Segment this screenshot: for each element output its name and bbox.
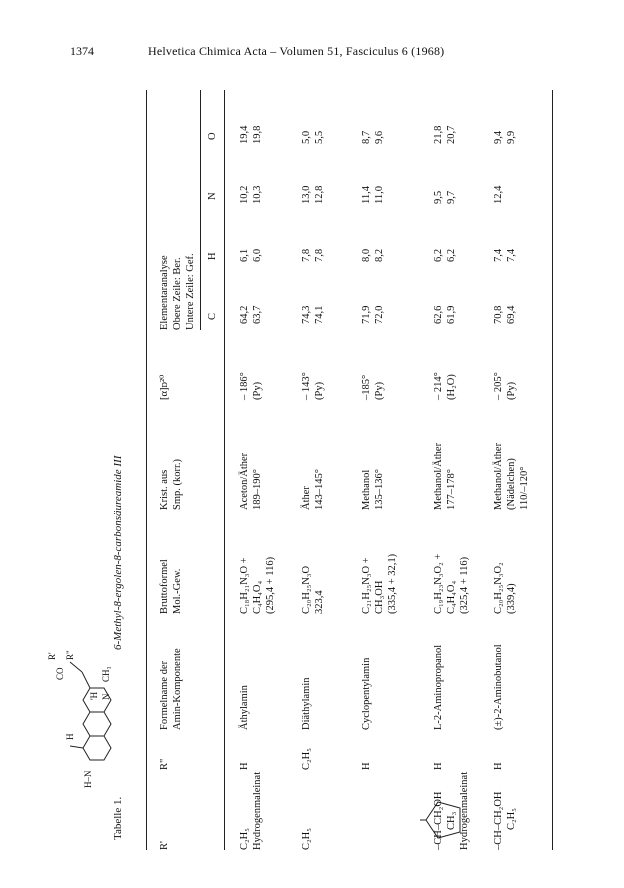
row-elem-h: 7,8 <box>314 248 325 262</box>
row-solvent: (Py) <box>314 381 325 400</box>
col-elem-2: Obere Zeile: Ber. <box>172 257 183 330</box>
struct-r1: R' <box>47 652 57 660</box>
row-elem-h: 7,8 <box>301 248 312 262</box>
row-elem-o: 19,8 <box>252 125 263 144</box>
row-formula2: C₄H₄O₄ <box>252 580 263 614</box>
row-elem-n: 10,3 <box>252 185 263 204</box>
row-solvent: (H₂O) <box>446 374 457 400</box>
rotated-table <box>47 70 560 850</box>
row-amine: L-2-Aminopropanol <box>433 644 444 730</box>
row-mw: 323,4 <box>314 590 325 614</box>
row-alpha: – 143° <box>301 372 312 400</box>
row-elem-c: 61,9 <box>446 305 457 324</box>
col-r2: R" <box>159 758 170 770</box>
row-r1: C₂H₅ <box>301 828 312 850</box>
row-smp2: 110/–120° <box>519 466 530 510</box>
col-krist-2: Smp. (korr.) <box>172 458 183 510</box>
row-elem-n: 9,7 <box>446 190 457 204</box>
col-n: N <box>207 192 218 200</box>
row-r1-note: Hydrogenmaleinat <box>459 771 470 850</box>
row-formula: C₂₀H₂₅N₃O <box>301 565 312 614</box>
row-elem-o: 21,8 <box>433 125 444 144</box>
row-formula2: C₄H₄O₄ <box>446 580 457 614</box>
row-formula: C₁₈H₂₁N₃O + <box>239 557 250 614</box>
row-elem-o: 9,4 <box>493 130 504 144</box>
row-r1: –CH–CH₂OH <box>433 791 444 850</box>
row-solvent: (Py) <box>506 381 517 400</box>
row-elem-h: 7,4 <box>493 248 504 262</box>
row-mw: (335,4 + 32,1) <box>387 553 398 614</box>
row-elem-c: 74,3 <box>301 305 312 324</box>
row-elem-o: 19,4 <box>239 125 250 144</box>
row-smp: 135–136° <box>374 469 385 510</box>
row-krist: Aceton/Äther <box>239 452 250 510</box>
row-r1: C₂H₅ <box>239 828 250 850</box>
col-elem-1: Elementaranalyse <box>159 255 170 330</box>
row-mw: (339,4) <box>506 583 517 614</box>
col-r1: R' <box>159 841 170 850</box>
row-formula: C₂₀H₂₅N₃O₂ <box>493 562 504 614</box>
row-elem-o: 8,7 <box>361 130 372 144</box>
row-elem-h: 6,0 <box>252 248 263 262</box>
row-r2: H <box>361 762 372 770</box>
row-elem-o: 9,6 <box>374 130 385 144</box>
row-elem-o: 20,7 <box>446 125 457 144</box>
col-formula-2: Mol.-Gew. <box>172 568 183 614</box>
row-r2: H <box>239 762 250 770</box>
row-r2: H <box>493 762 504 770</box>
row-elem-c: 64,2 <box>239 305 250 324</box>
table-label: Tabelle 1. <box>112 796 124 840</box>
col-alpha: [α]ᴅ²⁰ <box>159 374 170 400</box>
struct-r2: R" <box>65 650 75 660</box>
row-formula2: CH₃OH <box>374 580 385 614</box>
row-elem-n: 12,8 <box>314 185 325 204</box>
row-elem-n: 11,4 <box>361 186 372 204</box>
row-krist: Methanol/Äther <box>493 442 504 510</box>
row-elem-h: 6,2 <box>446 248 457 262</box>
row-solvent: (Py) <box>252 381 263 400</box>
row-elem-c: 69,4 <box>506 305 517 324</box>
table-caption: 6-Methyl-8-ergolen-8-carbonsäureamide III <box>112 455 124 650</box>
row-alpha: – 205° <box>493 372 504 400</box>
ergolene-structure <box>60 650 124 780</box>
row-smp: 143–145° <box>314 469 325 510</box>
row-formula: C₂₁H₂₅N₃O + <box>361 557 372 614</box>
row-elem-c: 74,1 <box>314 305 325 324</box>
row-smp: 177–178° <box>446 469 457 510</box>
row-elem-o: 5,5 <box>314 130 325 144</box>
struct-n: N <box>101 693 111 700</box>
struct-co: CO <box>55 667 65 680</box>
row-smp: (Nädelchen) <box>506 458 517 510</box>
row-mw: (295,4 + 116) <box>265 556 276 614</box>
struct-nh: H–N <box>83 770 93 788</box>
row-elem-o: 5,0 <box>301 130 312 144</box>
row-elem-c: 70,8 <box>493 305 504 324</box>
row-krist: Methanol/Äther <box>433 442 444 510</box>
row-amine: (±)-2-Aminobutanol <box>493 644 504 730</box>
row-elem-h: 6,1 <box>239 248 250 262</box>
row-elem-n: 13,0 <box>301 185 312 204</box>
row-amine: Cyclopentylamin <box>361 657 372 730</box>
row-mw: (325,4 + 116) <box>459 556 470 614</box>
row-smp: 189–190° <box>252 469 263 510</box>
row-solvent: (Py) <box>374 381 385 400</box>
col-formula-1: Bruttoformel <box>159 559 170 614</box>
row-elem-c: 72,0 <box>374 305 385 324</box>
row-r2: C₂H₅ <box>301 748 312 770</box>
row-elem-h: 8,0 <box>361 248 372 262</box>
row-alpha: –185° <box>361 374 372 400</box>
col-h: H <box>207 252 218 260</box>
struct-h2: 'H <box>89 691 99 700</box>
col-c: C <box>207 312 218 320</box>
row-r1-sub: C₂H₅ <box>506 808 517 830</box>
row-r2: H <box>433 762 444 770</box>
col-o: O <box>207 132 218 140</box>
col-krist-1: Krist. aus <box>159 469 170 510</box>
col-name-2: Amin-Komponente <box>172 648 183 730</box>
row-elem-n: 12,4 <box>493 185 504 204</box>
row-r1: –CH–CH₂OH <box>493 791 504 850</box>
row-krist: Methanol <box>361 469 372 510</box>
row-elem-o: 9,9 <box>506 130 517 144</box>
row-elem-n: 9,5 <box>433 190 444 204</box>
col-elem-3: Untere Zeile: Gef. <box>185 253 196 330</box>
row-r1-sub: CH₃ <box>446 811 457 830</box>
row-elem-c: 71,9 <box>361 305 372 324</box>
row-elem-c: 62,6 <box>433 305 444 324</box>
struct-ch3: CH₃ <box>101 666 111 682</box>
struct-h1: H <box>65 733 75 740</box>
row-elem-h: 6,2 <box>433 248 444 262</box>
row-elem-h: 7,4 <box>506 248 517 262</box>
row-formula: C₁₉H₂₃N₃O₂ + <box>433 553 444 614</box>
row-amine: Äthylamin <box>239 685 250 730</box>
row-elem-n: 10,2 <box>239 185 250 204</box>
row-amine: Diäthylamin <box>301 677 312 730</box>
row-krist: Äther <box>301 486 312 510</box>
page-number: 1374 <box>70 44 94 58</box>
row-elem-c: 63,7 <box>252 305 263 324</box>
row-alpha: – 186° <box>239 372 250 400</box>
row-elem-n: 11,0 <box>374 186 385 204</box>
row-r1-note: Hydrogenmaleinat <box>252 771 263 850</box>
row-alpha: – 214° <box>433 372 444 400</box>
row-elem-h: 8,2 <box>374 248 385 262</box>
journal-title: Helvetica Chimica Acta – Volumen 51, Fasciculus 6 (1968) <box>148 44 445 58</box>
col-name-1: Formelname der <box>159 660 170 730</box>
